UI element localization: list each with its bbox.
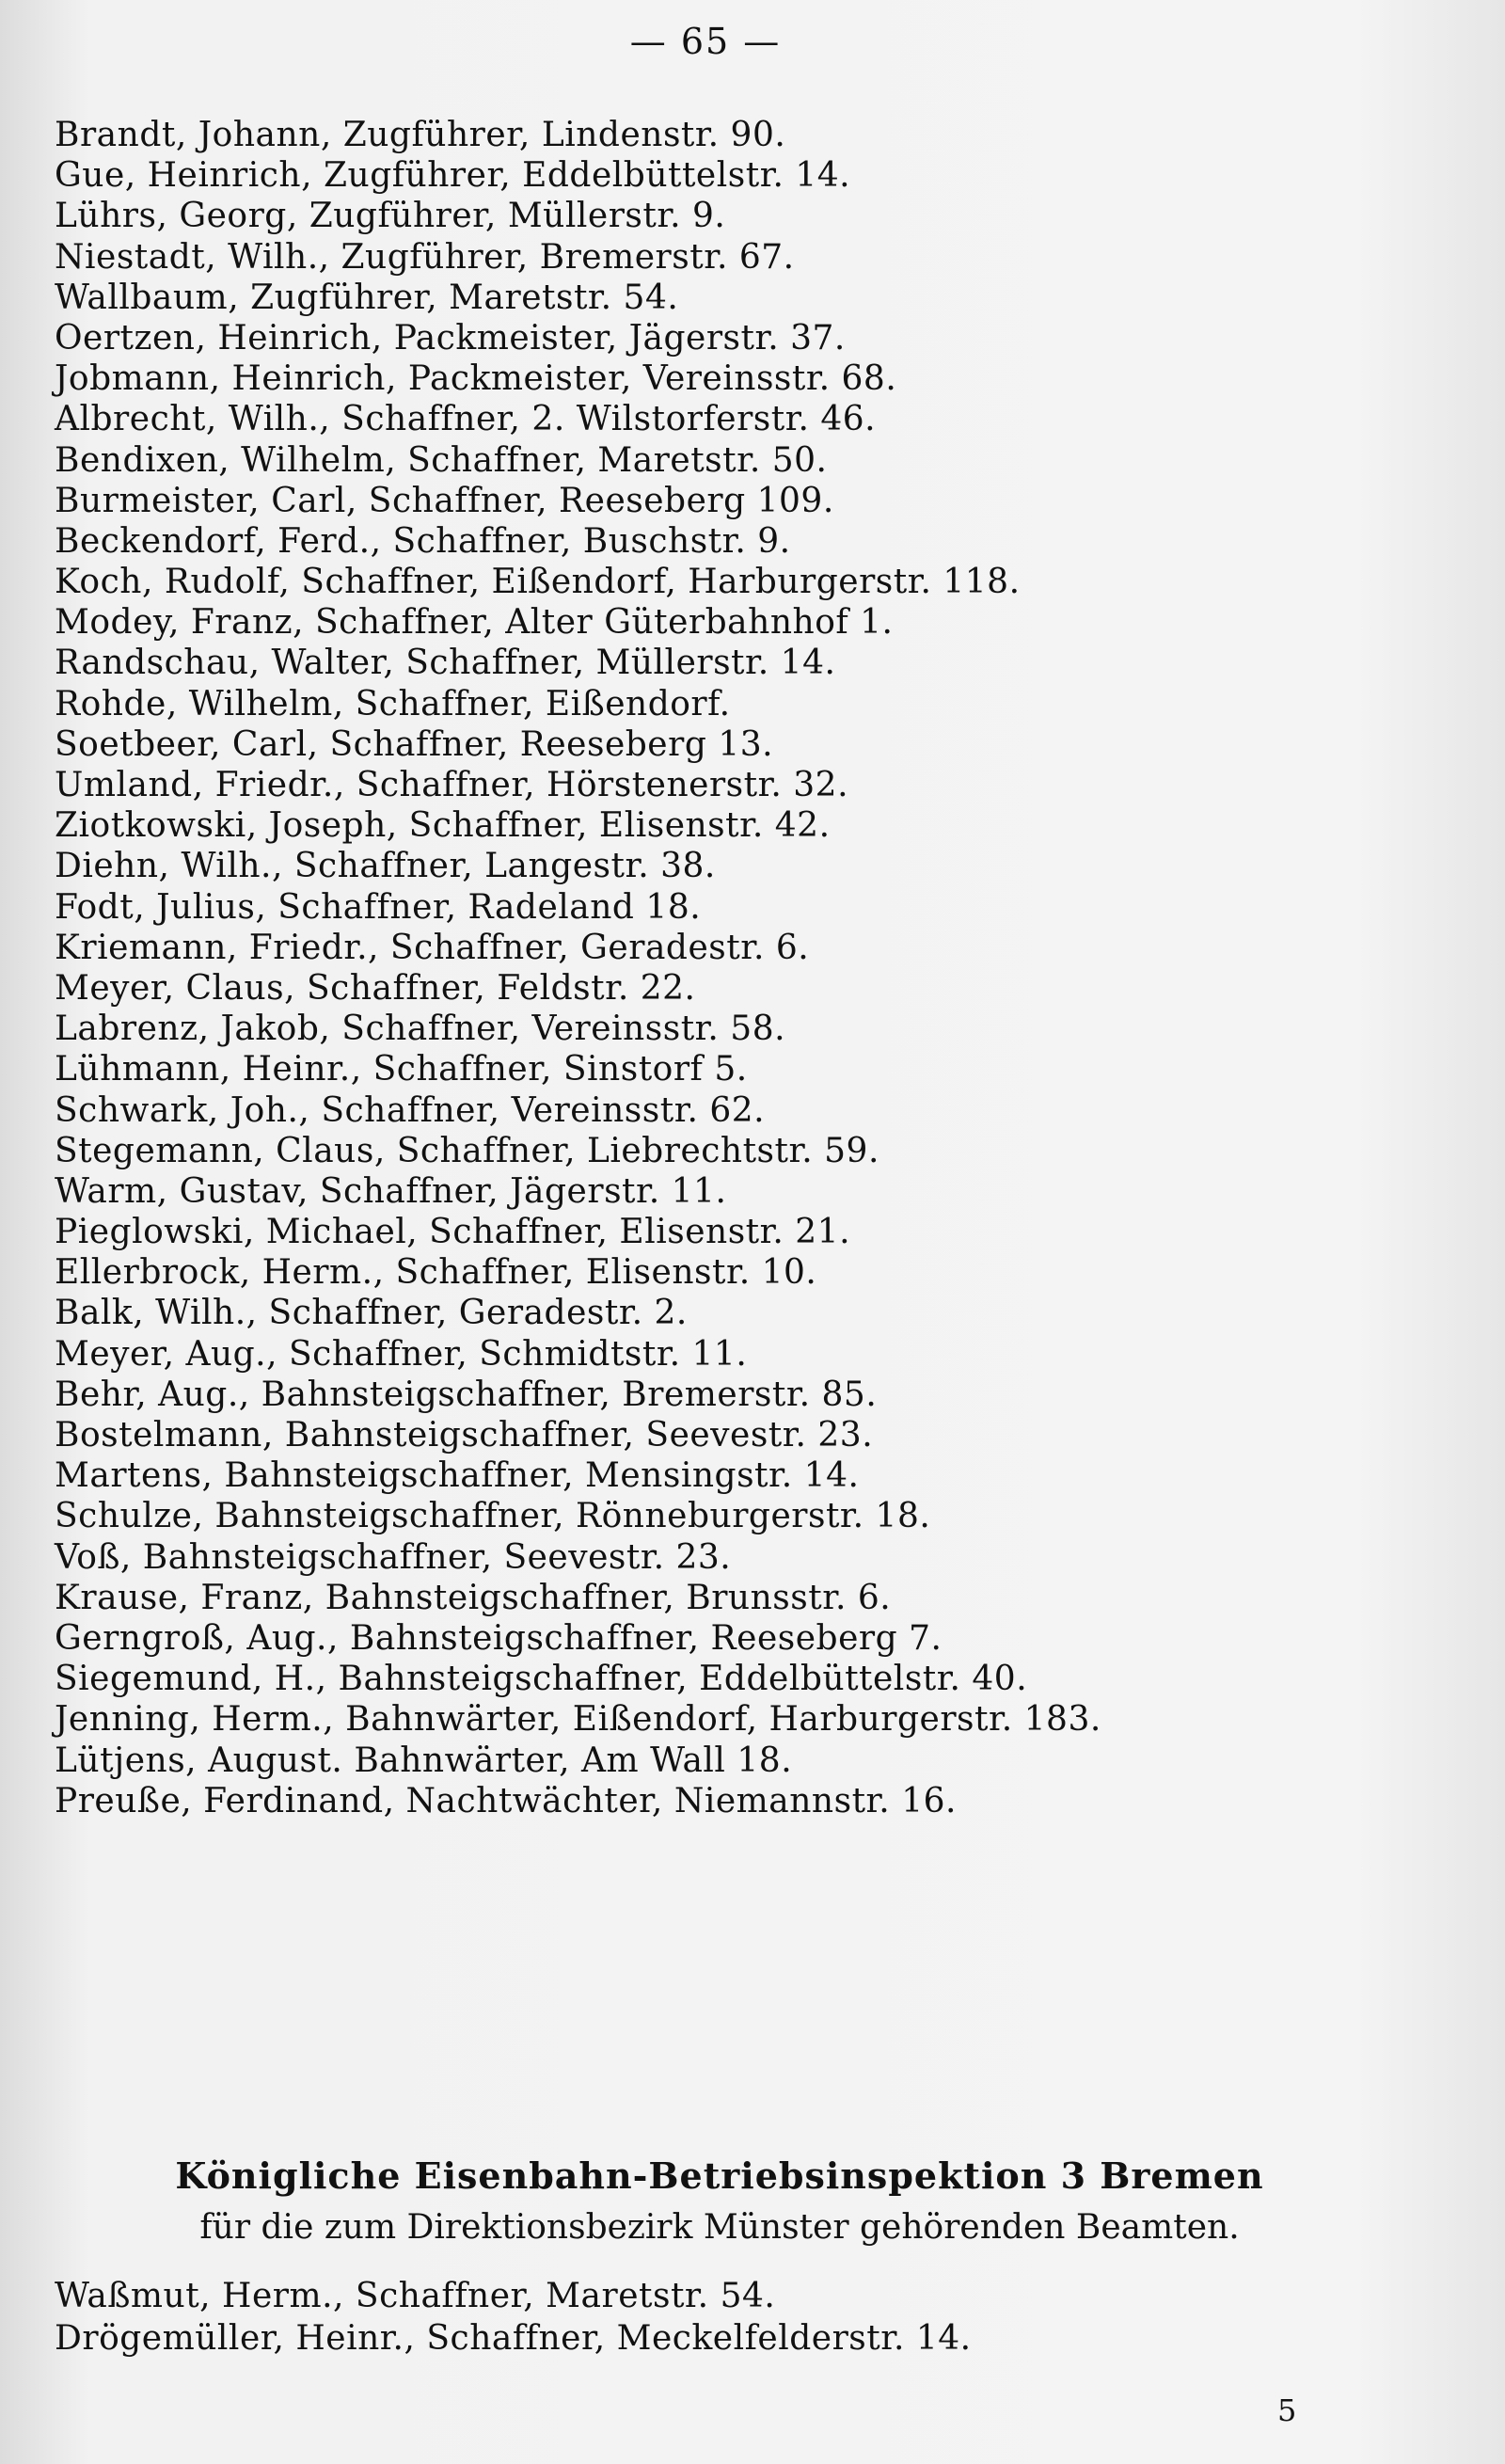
printer-signature: 5 [1277,2392,1297,2428]
directory-entry: Wallbaum, Zugführer, Maretstr. 54. [55,278,679,317]
directory-entry: Preuße, Ferdinand, Nachtwächter, Niemannstr. 16. [55,1781,957,1820]
directory-entry: Gerngroß, Aug., Bahnsteigschaffner, Reeseberg 7. [55,1618,943,1658]
directory-entry: Ziotkowski, Joseph, Schaffner, Elisenstr. 42. [55,806,831,846]
directory-entry: Beckendorf, Ferd., Schaffner, Buschstr. 9. [55,521,791,561]
section-directory-list [55,2275,972,2360]
section-title: Königliche Eisenbahn-Betriebsinspektion 3 Bremen [175,2154,1264,2197]
directory-entry: Diehn, Wilh., Schaffner, Langestr. 38. [55,847,716,886]
directory-entry: Martens, Bahnsteigschaffner, Mensingstr. 14. [55,1456,860,1496]
directory-entry: Modey, Franz, Schaffner, Alter Güterbahnhof 1. [55,603,894,643]
directory-entry: Gue, Heinrich, Zugführer, Eddelbüttelstr. 14. [55,156,851,196]
directory-entry: Albrecht, Wilh., Schaffner, 2. Wilstorferstr. 46. [55,400,877,439]
directory-entry: Niestadt, Wilh., Zugführer, Bremerstr. 67. [55,237,795,277]
directory-entry: Krause, Franz, Bahnsteigschaffner, Brunsstr. 6. [55,1578,892,1617]
directory-entry: Randschau, Walter, Schaffner, Müllerstr. 14. [55,644,836,683]
directory-entry: Koch, Rudolf, Schaffner, Eißendorf, Harburgerstr. 118. [55,563,1021,602]
directory-list [55,115,1409,1821]
directory-entry: Warm, Gustav, Schaffner, Jägerstr. 11. [55,1171,727,1211]
directory-entry: Labrenz, Jakob, Schaffner, Vereinsstr. 58. [55,1009,786,1049]
directory-entry: Schwark, Joh., Schaffner, Vereinsstr. 62. [55,1090,766,1130]
directory-entry: Lütjens, August. Bahnwärter, Am Wall 18. [55,1741,793,1780]
directory-entry: Jenning, Herm., Bahnwärter, Eißendorf, Harburgerstr. 183. [55,1700,1101,1740]
directory-entry: Behr, Aug., Bahnsteigschaffner, Bremerstr. 85. [55,1375,878,1414]
directory-entry: Kriemann, Friedr., Schaffner, Geradestr. 6. [55,928,810,967]
directory-entry: Soetbeer, Carl, Schaffner, Reeseberg 13. [55,724,774,764]
section-subtitle: für die zum Direktionsbezirk Münster gehörenden Beamten. [199,2208,1240,2247]
directory-entry: Jobmann, Heinrich, Packmeister, Vereinsstr. 68. [55,359,897,399]
directory-entry: Brandt, Johann, Zugführer, Lindenstr. 90. [55,116,786,154]
directory-entry: Bendixen, Wilhelm, Schaffner, Maretstr. 50. [55,440,828,480]
directory-entry: Burmeister, Carl, Schaffner, Reeseberg 109. [55,481,834,520]
directory-entry: Bostelmann, Bahnsteigschaffner, Seevestr. 23. [55,1416,874,1455]
directory-entry: Waßmut, Herm., Schaffner, Maretstr. 54. [55,2277,776,2315]
directory-entry: Lühmann, Heinr., Schaffner, Sinstorf 5. [55,1050,748,1089]
directory-entry: Siegemund, H., Bahnsteigschaffner, Eddelbüttelstr. 40. [55,1660,1028,1699]
directory-entry: Fodt, Julius, Schaffner, Radeland 18. [55,887,702,927]
directory-entry: Balk, Wilh., Schaffner, Geradestr. 2. [55,1294,688,1333]
directory-entry: Meyer, Claus, Schaffner, Feldstr. 22. [55,968,696,1008]
directory-entry: Pieglowski, Michael, Schaffner, Elisenstr. 21. [55,1213,851,1252]
directory-entry: Drögemüller, Heinr., Schaffner, Meckelfelderstr. 14. [55,2319,972,2358]
directory-entry: Lührs, Georg, Zugführer, Müllerstr. 9. [55,197,726,236]
directory-entry: Stegemann, Claus, Schaffner, Liebrechtstr. 59. [55,1131,879,1170]
directory-entry: Schulze, Bahnsteigschaffner, Rönneburgerstr. 18. [55,1497,931,1536]
directory-entry: Ellerbrock, Herm., Schaffner, Elisenstr. 10. [55,1253,817,1293]
directory-entry: Meyer, Aug., Schaffner, Schmidtstr. 11. [55,1334,748,1374]
page-number: — 65 — [629,21,782,62]
directory-entry: Rohde, Wilhelm, Schaffner, Eißendorf. [55,684,731,723]
directory-entry: Umland, Friedr., Schaffner, Hörstenerstr. 32. [55,766,849,804]
directory-entry: Oertzen, Heinrich, Packmeister, Jägerstr. 37. [55,318,846,358]
directory-entry: Voß, Bahnsteigschaffner, Seevestr. 23. [55,1537,732,1577]
